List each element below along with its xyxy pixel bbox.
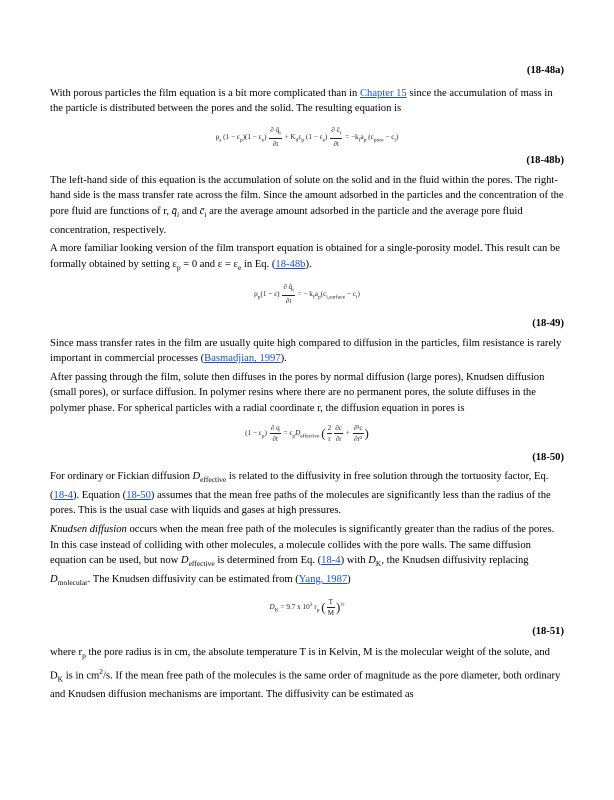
link-chapter-15[interactable]: Chapter 15 (359, 87, 407, 99)
paragraph-knudsen-terms: where $r_p$ the pore radius is in cm, the absolute temperature T is in Kelvin, M is the molecular weight of the solute, and $D_K$ is in $cm^2/s$. If the mean free path of the molecules is the same order of magnitude as the pore diameter, both ordinary and Knudsen diffusion mechanisms are important. The diffusivity can be estimated as (50, 647, 561, 701)
paragraph-fickian-diffusion: For ordinary or Fickian diffusion $D_{effective}$ is related to the diffusivity in free solution through the tortuosity factor, Eq. (18-4). Equation (18-50) assumes that the mean free paths of the molecules are significantly less than the radius of the pores. This is the usual case with liquids and gases at high pressures. (50, 471, 551, 517)
equation-18-51: $D_K = 9.7$ x $10^3$ $r_p$ ( $\frac{T}{M}$ )$^{\frac{1}{2}}$ (269, 597, 345, 617)
document-page (50, 63, 564, 706)
equation-18-48b: $\rho_s$ $(1 - \varepsilon_p)(1 - \varepsilon_e)$ $\frac{\partial q̄_i}{\partial t}$ + $K_d\varepsilon_p$ $(1 - \varepsilon_e)$ $\frac{\partial c̄_i}{\partial t}$ = $-k_fa_p$ $(c_{pore} - c_i)$ (215, 125, 399, 149)
link-eq-18-48b[interactable]: 18-48b (275, 258, 306, 270)
equation-number-18-51: (18-51) (532, 625, 564, 637)
paragraph-left-hand-side: The left-hand side of this equation is the accumulation of solute on the solid and in the fluid within the pores. The right-hand side is the mass transfer rate across the film. Since the amount adsorbed in the particles and the concentration of the pore fluid are functions of r, $q̄_i$ and $c̄_i$ are the average amount adsorbed in the particle and the average pore fluid concentration, respectively. (50, 174, 564, 236)
equation-number-18-48a: (18-48a) (526, 65, 564, 76)
equation-number-18-49: (18-49) (532, 318, 564, 330)
paragraph-mass-transfer-rates: Since mass transfer rates in the film are usually quite high compared to diffusion in the particles, film resistance is rarely important in commercial processes (Basmadjian, 1997). (50, 337, 562, 365)
paragraph-pore-diffusion: After passing through the film, solute then diffuses in the pores by normal diffusion (large pores), Knudsen diffusion (small pores), or surface diffusion. In polymer resins where there are no permanent pores, the solute diffuses in the polymer phase. For spherical particles with a radial coordinate r, the diffusion equation in pores is (50, 371, 545, 414)
equation-18-50: $(1 - \varepsilon_p)$ $\frac{\partial q}{\partial t}$ = $\varepsilon_pD_{effective}$ ( $\frac{2}{r}$ $\frac{\partial c}{\partial r}$ + $\frac{\text{∂²c}}{\text{∂r²}}$ ) (245, 423, 369, 443)
equation-number-18-50: (18-50) (532, 451, 564, 463)
link-basmadjian-1997[interactable]: Basmadjian, 1997 (204, 353, 281, 365)
paragraph-knudsen-diffusion: Knudsen diffusion occurs when the mean free path of the molecules is significantly greater than the radius of the pores. In this case instead of colliding with other molecules, a molecule collides with the pore walls. The same diffusion equation can be used, but now $D_{effective}$ is determined from Eq. (18-4) with $D_K$, the Knudsen diffusivity replacing $D_{molecular}$. The Knudsen diffusivity can be estimated from (Yang, 1987) (50, 524, 555, 588)
link-eq-18-4-knudsen[interactable]: 18-4 (321, 555, 341, 567)
link-yang-1987[interactable]: Yang, 1987 (298, 573, 348, 585)
link-eq-18-4[interactable]: 18-4 (53, 489, 73, 501)
equation-18-49: $\rho_p(1 - \varepsilon)$ $\frac{\partial q̄_i}{\partial t}$ = − $k_fa_p(c_{i,surface} - c_i)$ (254, 282, 360, 306)
equation-number-18-48b: (18-48b) (526, 155, 564, 167)
paragraph-single-porosity: A more familiar looking version of the film transport equation is obtained for a single-porosity model. This result can be formally obtained by setting $\varepsilon_p = 0$ and $\varepsilon = \varepsilon_e$ in Eq. (18-48b). (50, 243, 560, 272)
link-eq-18-50[interactable]: 18-50 (126, 489, 151, 501)
paragraph-film-equation: With porous particles the film equation is a bit more complicated than in Chapter 15 since the accumulation of mass in the particle is distributed between the pores and the solid. The resulting equation is (50, 87, 553, 115)
